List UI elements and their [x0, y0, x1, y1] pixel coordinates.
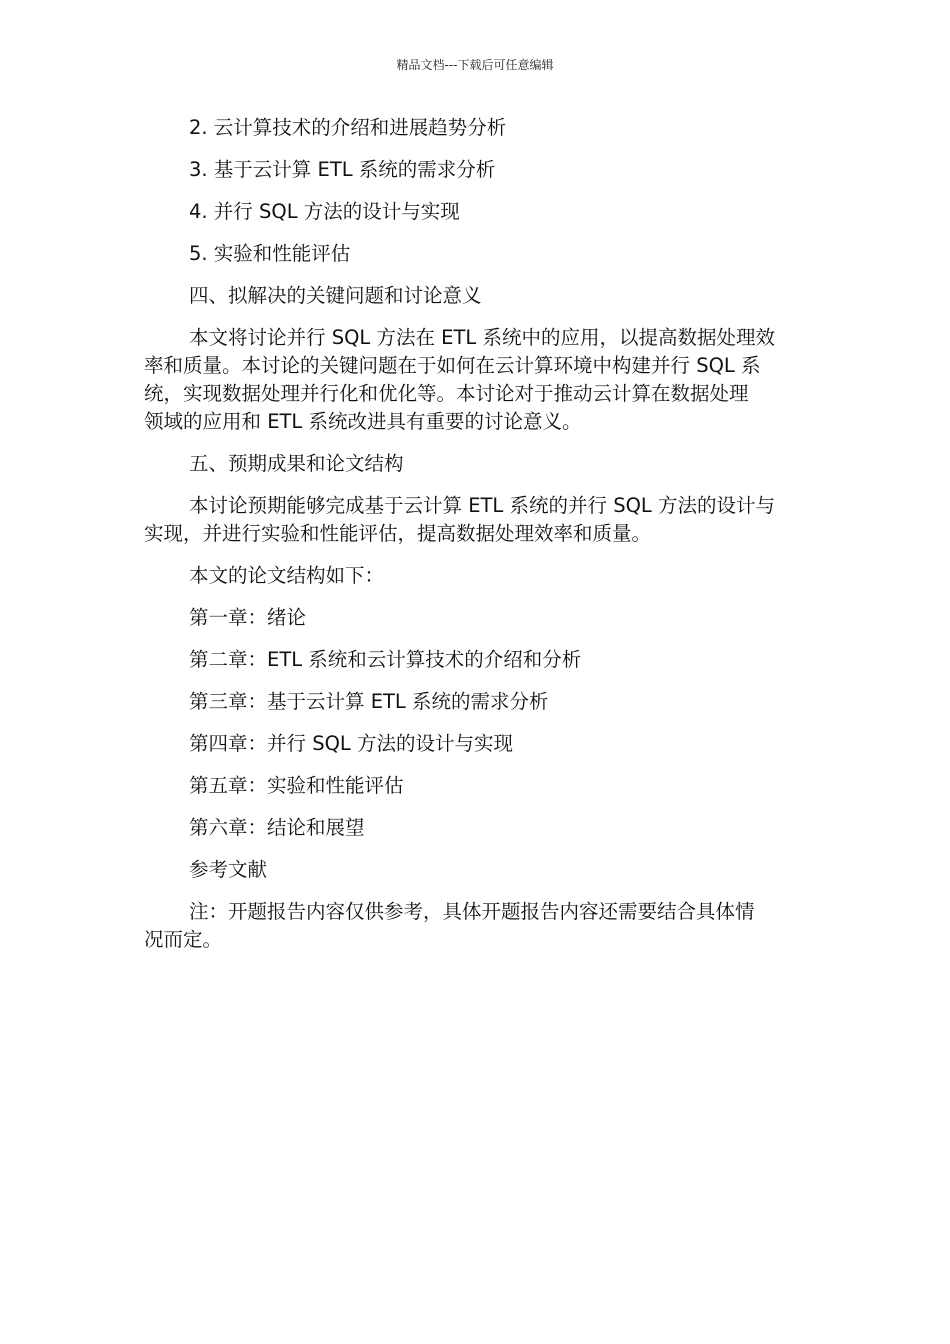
page-header: 精品文档---下载后可任意编辑 — [396, 58, 554, 72]
chapter-item: 第六章：结论和展望 — [189, 816, 365, 839]
paragraph-line: 领域的应用和 ETL 系统改进具有重要的讨论意义。 — [144, 410, 582, 433]
outline-item: 3. 基于云计算 ETL 系统的需求分析 — [189, 158, 496, 181]
paragraph-expected-results — [144, 492, 809, 548]
chapter-item: 第一章：绪论 — [189, 606, 307, 629]
paragraph-key-problems — [144, 324, 809, 436]
paragraph-line: 实现，并进行实验和性能评估，提高数据处理效率和质量。 — [144, 522, 652, 545]
chapter-item: 第二章：ETL 系统和云计算技术的介绍和分析 — [189, 648, 582, 671]
section-heading-4: 四、拟解决的关键问题和讨论意义 — [189, 284, 482, 307]
paragraph-line: 率和质量。本讨论的关键问题在于如何在云计算环境中构建并行 SQL 系 — [144, 354, 761, 377]
paragraph-line: 注：开题报告内容仅供参考，具体开题报告内容还需要结合具体情 — [189, 900, 755, 923]
document-body — [144, 114, 809, 968]
paragraph-line: 统，实现数据处理并行化和优化等。本讨论对于推动云计算在数据处理 — [144, 382, 749, 405]
outline-item: 4. 并行 SQL 方法的设计与实现 — [189, 200, 460, 223]
chapter-item: 第四章：并行 SQL 方法的设计与实现 — [189, 732, 513, 755]
paragraph-line: 况而定。 — [144, 928, 223, 951]
chapter-item: 第三章：基于云计算 ETL 系统的需求分析 — [189, 690, 549, 713]
paragraph-line: 本文将讨论并行 SQL 方法在 ETL 系统中的应用，以提高数据处理效 — [189, 326, 775, 349]
chapter-item: 第五章：实验和性能评估 — [189, 774, 404, 797]
outline-item: 2. 云计算技术的介绍和进展趋势分析 — [189, 116, 507, 139]
structure-intro: 本文的论文结构如下： — [189, 564, 385, 587]
section-heading-5: 五、预期成果和论文结构 — [189, 452, 404, 475]
paragraph-note — [144, 898, 809, 954]
references-item: 参考文献 — [189, 858, 268, 881]
outline-item: 5. 实验和性能评估 — [189, 242, 351, 265]
paragraph-line: 本讨论预期能够完成基于云计算 ETL 系统的并行 SQL 方法的设计与 — [189, 494, 775, 517]
